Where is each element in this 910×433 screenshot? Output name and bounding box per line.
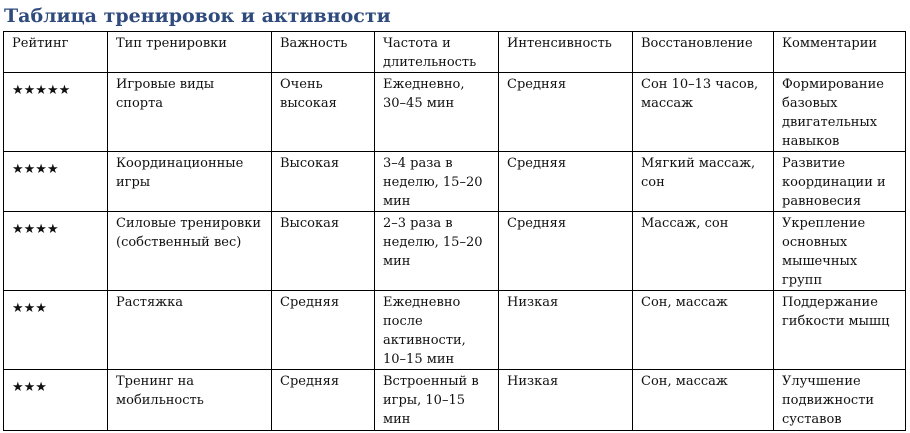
rating-cell xyxy=(4,370,108,431)
header-recovery: Восстановление xyxy=(633,32,774,73)
frequency-cell: 3–4 раза в неделю, 15–20 мин xyxy=(375,152,499,212)
table-row xyxy=(4,291,906,370)
header-intensity: Интенсивность xyxy=(499,32,633,73)
comment-cell: Укрепление основных мышечных групп xyxy=(774,212,906,291)
rating-stars: ★★★ xyxy=(12,380,47,395)
comment-cell: Развитие координации и равновесия xyxy=(774,152,906,212)
rating-cell xyxy=(4,212,108,291)
rating-stars: ★★★★ xyxy=(12,162,59,177)
type-cell: Игровые виды спорта xyxy=(108,73,272,152)
table-row xyxy=(4,212,906,291)
table-header-row xyxy=(4,32,906,73)
recovery-cell: Сон 10–13 часов, массаж xyxy=(633,73,774,152)
header-importance: Важность xyxy=(272,32,375,73)
importance-cell: Средняя xyxy=(272,291,375,370)
table-row xyxy=(4,152,906,212)
rating-cell xyxy=(4,73,108,152)
frequency-cell: Ежедневно, 30–45 мин xyxy=(375,73,499,152)
type-cell: Растяжка xyxy=(108,291,272,370)
comment-cell: Поддержание гибкости мышц xyxy=(774,291,906,370)
table-row xyxy=(4,73,906,152)
header-frequency: Частота и длительность xyxy=(375,32,499,73)
intensity-cell: Низкая xyxy=(499,291,633,370)
rating-cell xyxy=(4,152,108,212)
recovery-cell: Сон, массаж xyxy=(633,291,774,370)
rating-cell xyxy=(4,291,108,370)
header-type: Тип тренировки xyxy=(108,32,272,73)
type-cell: Силовые тренировки (собственный вес) xyxy=(108,212,272,291)
intensity-cell: Средняя xyxy=(499,212,633,291)
table-row xyxy=(4,370,906,431)
comment-cell: Формирование базовых двигательных навыков xyxy=(774,73,906,152)
frequency-cell: 2–3 раза в неделю, 15–20 мин xyxy=(375,212,499,291)
comment-cell: Улучшение подвижности суставов xyxy=(774,370,906,431)
rating-stars: ★★★★★ xyxy=(12,83,71,98)
recovery-cell: Сон, массаж xyxy=(633,370,774,431)
header-rating: Рейтинг xyxy=(4,32,108,73)
importance-cell: Средняя xyxy=(272,370,375,431)
recovery-cell: Мягкий массаж, сон xyxy=(633,152,774,212)
importance-cell: Высокая xyxy=(272,152,375,212)
importance-cell: Очень высокая xyxy=(272,73,375,152)
document-title: Таблица тренировок и активности xyxy=(4,5,391,27)
training-table xyxy=(3,31,906,431)
frequency-cell: Встроенный в игры, 10–15 мин xyxy=(375,370,499,431)
importance-cell: Высокая xyxy=(272,212,375,291)
recovery-cell: Массаж, сон xyxy=(633,212,774,291)
rating-stars: ★★★★ xyxy=(12,222,59,237)
intensity-cell: Средняя xyxy=(499,73,633,152)
rating-stars: ★★★ xyxy=(12,301,47,316)
header-comments: Комментарии xyxy=(774,32,906,73)
intensity-cell: Средняя xyxy=(499,152,633,212)
type-cell: Тренинг на мобильность xyxy=(108,370,272,431)
type-cell: Координационные игры xyxy=(108,152,272,212)
frequency-cell: Ежедневно после активности, 10–15 мин xyxy=(375,291,499,370)
intensity-cell: Низкая xyxy=(499,370,633,431)
